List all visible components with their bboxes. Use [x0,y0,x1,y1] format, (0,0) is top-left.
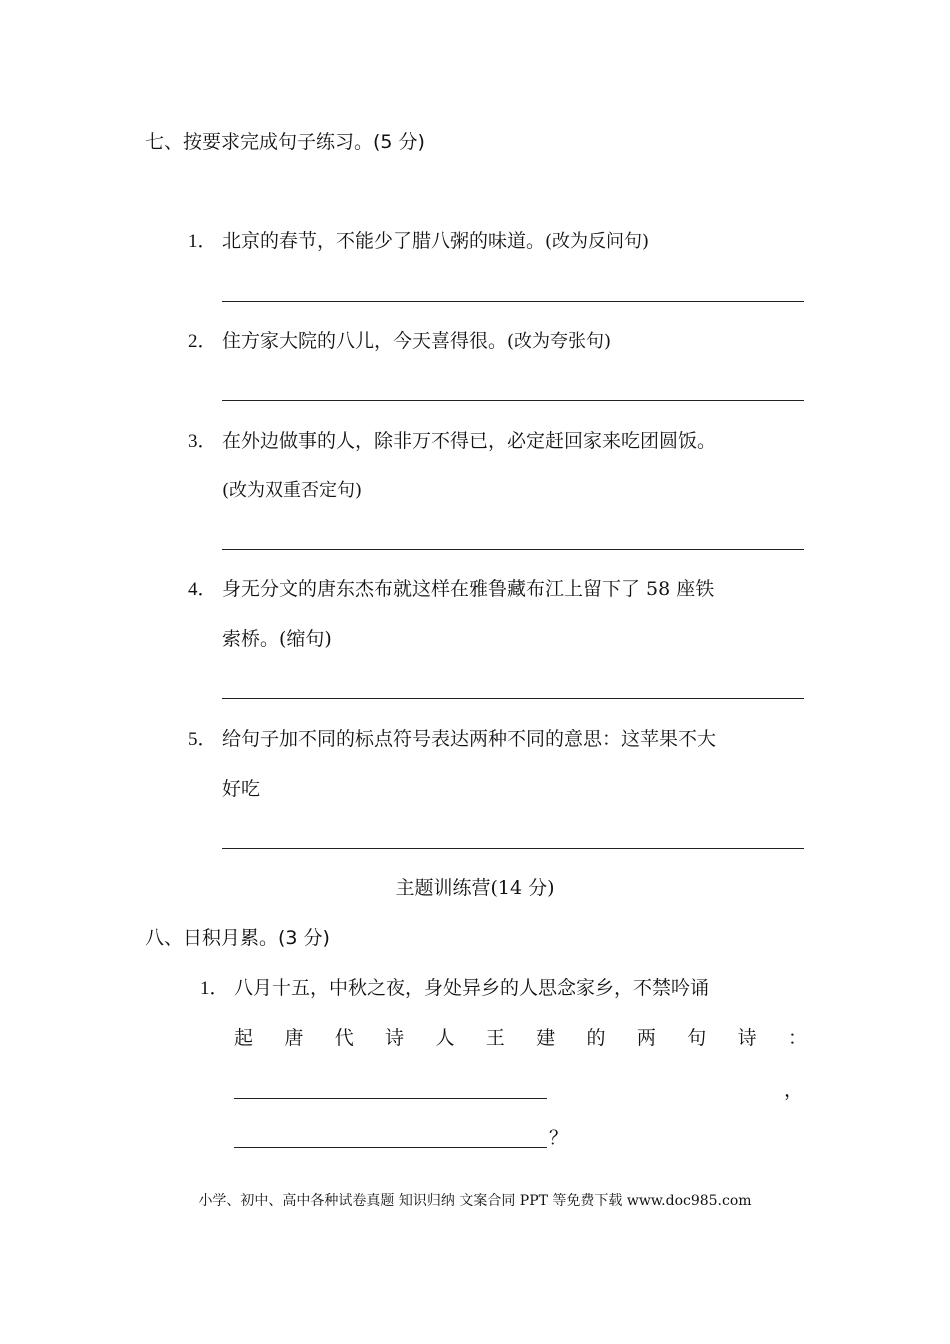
char: 人 [435,1027,455,1049]
char: 起 [234,1027,254,1049]
question-1 [188,229,649,254]
poem-blank-1[interactable] [234,1098,547,1099]
question-instruction: (改为双重否定句) [222,480,363,501]
section-8-title: 八、日积月累。(3 分) [145,927,330,949]
char: 句 [687,1027,707,1049]
poem-blank-1-suffix: ， [784,1079,804,1101]
question-number: 5． [188,729,217,750]
question-number: 1． [188,231,217,252]
char: 唐 [284,1027,304,1049]
question-number: 3． [188,431,217,452]
question-number: 1． [200,978,229,999]
section-7-title: 七、按要求完成句子练习。(5 分) [145,131,425,153]
question-text: 北京的春节，不能少了腊八粥的味道。 [222,230,546,252]
question-instruction: (改为反问句) [545,231,650,252]
question-instruction: (改为夸张句) [507,331,612,352]
question-text-continued: 好吃 [222,778,261,800]
poem-blank-2[interactable] [234,1147,547,1148]
answer-line-5[interactable] [222,848,804,849]
question-4 [188,577,714,602]
question-text-spaced-line [234,1026,807,1050]
poem-blank-2-suffix: ？ [549,1127,569,1149]
char: 代 [334,1027,354,1049]
char: ： [787,1027,807,1049]
theme-camp-title: 主题训练营(14 分) [395,877,555,899]
answer-line-3[interactable] [222,549,804,550]
char: 王 [485,1027,505,1049]
question-3 [188,429,716,454]
char: 建 [536,1027,556,1049]
char: 诗 [385,1027,405,1049]
char: 的 [586,1027,606,1049]
char: 诗 [737,1027,757,1049]
answer-line-2[interactable] [222,400,804,401]
char: 两 [636,1027,656,1049]
question-text: 八月十五，中秋之夜，身处异乡的人思念家乡，不禁吟诵 [234,977,710,999]
question-text: 身无分文的唐东杰布就这样在雅鲁藏布江上留下了 58 座铁 [222,578,715,600]
section-8-question-1 [200,976,709,1001]
question-number: 2． [188,331,217,352]
question-text: 在外边做事的人，除非万不得已，必定赶回家来吃团圆饭。 [222,430,717,452]
answer-line-1[interactable] [222,301,804,302]
page-footer: 小学、初中、高中各种试卷真题 知识归纳 文案合同 PPT 等免费下载 www.doc985.com [198,1193,752,1209]
question-text: 住方家大院的八儿，今天喜得很。 [222,330,508,352]
answer-line-4[interactable] [222,698,804,699]
question-text: 给句子加不同的标点符号表达两种不同的意思：这苹果不大 [222,728,717,750]
question-text-continued: 索桥。(缩句) [222,628,332,650]
question-number: 4． [188,579,217,600]
question-5 [188,727,716,752]
question-2 [188,329,611,354]
